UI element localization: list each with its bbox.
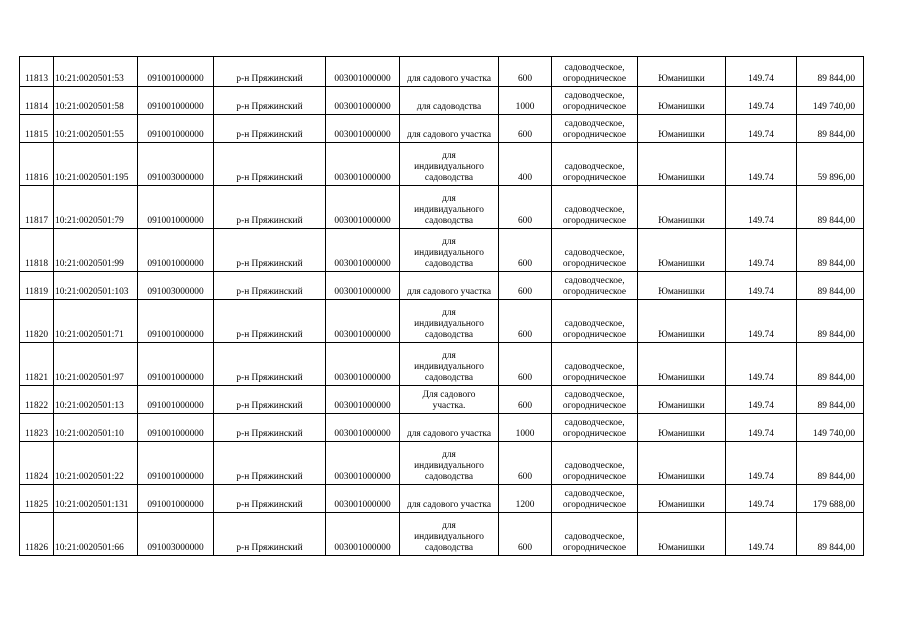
table-row xyxy=(20,300,864,343)
row-id-cell: 11814 xyxy=(20,87,54,115)
use-category-cell xyxy=(552,300,638,343)
locality-cell: Юманишки xyxy=(638,343,726,386)
permitted-use-cell-line: садоводства xyxy=(424,259,474,269)
locality-cell: Юманишки xyxy=(638,57,726,87)
area-cell: 600 xyxy=(499,442,552,485)
district-cell: р-н Пряжинский xyxy=(214,414,326,442)
use-category-cell-line: огородническое xyxy=(562,373,627,383)
locality-cell: Юманишки xyxy=(638,485,726,513)
okato-code-cell: 091003000000 xyxy=(138,272,214,300)
district-cell: р-н Пряжинский xyxy=(214,485,326,513)
row-id-cell: 11813 xyxy=(20,57,54,87)
oktmo-code-cell: 003001000000 xyxy=(326,513,400,556)
permitted-use-cell xyxy=(400,272,499,300)
permitted-use-cell-line: индивидуального xyxy=(414,362,484,372)
row-id-cell: 11816 xyxy=(20,143,54,186)
cadastral-number-cell: 10:21:0020501:10 xyxy=(54,414,138,442)
specific-value-cell: 149.74 xyxy=(726,386,797,414)
okato-code-cell: 091001000000 xyxy=(138,115,214,143)
use-category-cell-line: садоводческое, xyxy=(564,418,625,428)
oktmo-code-cell: 003001000000 xyxy=(326,414,400,442)
table-body xyxy=(20,57,864,556)
okato-code-cell: 091001000000 xyxy=(138,485,214,513)
permitted-use-cell xyxy=(400,386,499,414)
locality-cell: Юманишки xyxy=(638,300,726,343)
row-id-cell: 11817 xyxy=(20,186,54,229)
use-category-cell-line: садоводческое, xyxy=(564,119,625,129)
permitted-use-cell xyxy=(400,115,499,143)
oktmo-code-cell: 003001000000 xyxy=(326,57,400,87)
okato-code-cell: 091001000000 xyxy=(138,414,214,442)
cadastral-number-cell: 10:21:0020501:99 xyxy=(54,229,138,272)
use-category-cell-line: огородническое xyxy=(562,74,627,84)
use-category-cell xyxy=(552,485,638,513)
use-category-cell xyxy=(552,186,638,229)
permitted-use-cell-line: Для садового xyxy=(422,390,476,400)
use-category-cell-line: огородническое xyxy=(562,543,627,553)
use-category-cell-line: садоводческое, xyxy=(564,362,625,372)
oktmo-code-cell: 003001000000 xyxy=(326,229,400,272)
cadastral-value-cell: 89 844,00 xyxy=(797,513,864,556)
okato-code-cell: 091001000000 xyxy=(138,57,214,87)
permitted-use-cell-line: для садового участка xyxy=(406,130,492,140)
cadastral-value-cell: 89 844,00 xyxy=(797,186,864,229)
permitted-use-cell xyxy=(400,186,499,229)
locality-cell: Юманишки xyxy=(638,386,726,414)
district-cell: р-н Пряжинский xyxy=(214,87,326,115)
cadastral-number-cell: 10:21:0020501:97 xyxy=(54,343,138,386)
okato-code-cell: 091001000000 xyxy=(138,386,214,414)
table-row xyxy=(20,485,864,513)
land-parcel-table xyxy=(19,56,864,556)
cadastral-number-cell: 10:21:0020501:71 xyxy=(54,300,138,343)
specific-value-cell: 149.74 xyxy=(726,513,797,556)
oktmo-code-cell: 003001000000 xyxy=(326,186,400,229)
use-category-cell-line: садоводческое, xyxy=(564,205,625,215)
table-row xyxy=(20,87,864,115)
cadastral-value-cell: 59 896,00 xyxy=(797,143,864,186)
oktmo-code-cell: 003001000000 xyxy=(326,485,400,513)
okato-code-cell: 091003000000 xyxy=(138,143,214,186)
permitted-use-cell-line: садоводства xyxy=(424,216,474,226)
cadastral-value-cell: 89 844,00 xyxy=(797,229,864,272)
cadastral-number-cell: 10:21:0020501:131 xyxy=(54,485,138,513)
oktmo-code-cell: 003001000000 xyxy=(326,300,400,343)
cadastral-number-cell: 10:21:0020501:55 xyxy=(54,115,138,143)
okato-code-cell: 091001000000 xyxy=(138,343,214,386)
locality-cell: Юманишки xyxy=(638,143,726,186)
permitted-use-cell-line: для xyxy=(442,237,456,247)
okato-code-cell: 091001000000 xyxy=(138,229,214,272)
okato-code-cell: 091003000000 xyxy=(138,513,214,556)
specific-value-cell: 149.74 xyxy=(726,229,797,272)
area-cell: 1000 xyxy=(499,87,552,115)
locality-cell: Юманишки xyxy=(638,115,726,143)
cadastral-value-cell: 179 688,00 xyxy=(797,485,864,513)
permitted-use-cell-line: для садоводства xyxy=(416,102,482,112)
cadastral-value-cell: 149 740,00 xyxy=(797,87,864,115)
use-category-cell-line: огородническое xyxy=(562,500,627,510)
permitted-use-cell-line: для xyxy=(442,151,456,161)
permitted-use-cell xyxy=(400,300,499,343)
permitted-use-cell xyxy=(400,485,499,513)
permitted-use-cell-line: для xyxy=(442,194,456,204)
permitted-use-cell xyxy=(400,87,499,115)
district-cell: р-н Пряжинский xyxy=(214,143,326,186)
use-category-cell-line: огородническое xyxy=(562,216,627,226)
row-id-cell: 11825 xyxy=(20,485,54,513)
use-category-cell-line: огородническое xyxy=(562,429,627,439)
use-category-cell-line: огородническое xyxy=(562,173,627,183)
use-category-cell-line: садоводческое, xyxy=(564,162,625,172)
specific-value-cell: 149.74 xyxy=(726,87,797,115)
cadastral-value-cell: 89 844,00 xyxy=(797,442,864,485)
okato-code-cell: 091001000000 xyxy=(138,186,214,229)
use-category-cell-line: садоводческое, xyxy=(564,489,625,499)
district-cell: р-н Пряжинский xyxy=(214,57,326,87)
area-cell: 1000 xyxy=(499,414,552,442)
use-category-cell-line: садоводческое, xyxy=(564,248,625,258)
cadastral-number-cell: 10:21:0020501:103 xyxy=(54,272,138,300)
area-cell: 600 xyxy=(499,343,552,386)
row-id-cell: 11822 xyxy=(20,386,54,414)
permitted-use-cell-line: индивидуального xyxy=(414,248,484,258)
district-cell: р-н Пряжинский xyxy=(214,300,326,343)
use-category-cell-line: огородническое xyxy=(562,102,627,112)
use-category-cell-line: садоводческое, xyxy=(564,461,625,471)
table-row xyxy=(20,513,864,556)
use-category-cell-line: огородническое xyxy=(562,330,627,340)
district-cell: р-н Пряжинский xyxy=(214,513,326,556)
district-cell: р-н Пряжинский xyxy=(214,272,326,300)
specific-value-cell: 149.74 xyxy=(726,272,797,300)
use-category-cell xyxy=(552,513,638,556)
specific-value-cell: 149.74 xyxy=(726,57,797,87)
permitted-use-cell-line: индивидуального xyxy=(414,532,484,542)
specific-value-cell: 149.74 xyxy=(726,186,797,229)
cadastral-value-cell: 89 844,00 xyxy=(797,386,864,414)
specific-value-cell: 149.74 xyxy=(726,300,797,343)
table-row xyxy=(20,229,864,272)
row-id-cell: 11815 xyxy=(20,115,54,143)
permitted-use-cell-line: садоводства xyxy=(424,330,474,340)
specific-value-cell: 149.74 xyxy=(726,485,797,513)
district-cell: р-н Пряжинский xyxy=(214,442,326,485)
oktmo-code-cell: 003001000000 xyxy=(326,272,400,300)
row-id-cell: 11819 xyxy=(20,272,54,300)
use-category-cell xyxy=(552,57,638,87)
cadastral-number-cell: 10:21:0020501:13 xyxy=(54,386,138,414)
permitted-use-cell-line: для садового участка xyxy=(406,74,492,84)
use-category-cell-line: огородническое xyxy=(562,401,627,411)
row-id-cell: 11823 xyxy=(20,414,54,442)
permitted-use-cell xyxy=(400,442,499,485)
row-id-cell: 11821 xyxy=(20,343,54,386)
permitted-use-cell-line: садоводства xyxy=(424,472,474,482)
permitted-use-cell-line: индивидуального xyxy=(414,319,484,329)
district-cell: р-н Пряжинский xyxy=(214,115,326,143)
cadastral-number-cell: 10:21:0020501:22 xyxy=(54,442,138,485)
use-category-cell-line: садоводческое, xyxy=(564,390,625,400)
permitted-use-cell-line: для xyxy=(442,351,456,361)
use-category-cell xyxy=(552,414,638,442)
use-category-cell xyxy=(552,143,638,186)
use-category-cell-line: огородническое xyxy=(562,130,627,140)
permitted-use-cell xyxy=(400,57,499,87)
oktmo-code-cell: 003001000000 xyxy=(326,87,400,115)
area-cell: 600 xyxy=(499,115,552,143)
specific-value-cell: 149.74 xyxy=(726,115,797,143)
cadastral-number-cell: 10:21:0020501:195 xyxy=(54,143,138,186)
use-category-cell xyxy=(552,386,638,414)
specific-value-cell: 149.74 xyxy=(726,442,797,485)
cadastral-number-cell: 10:21:0020501:66 xyxy=(54,513,138,556)
permitted-use-cell-line: для xyxy=(442,450,456,460)
oktmo-code-cell: 003001000000 xyxy=(326,386,400,414)
cadastral-value-cell: 89 844,00 xyxy=(797,343,864,386)
locality-cell: Юманишки xyxy=(638,414,726,442)
area-cell: 600 xyxy=(499,386,552,414)
locality-cell: Юманишки xyxy=(638,87,726,115)
use-category-cell-line: садоводческое, xyxy=(564,276,625,286)
area-cell: 600 xyxy=(499,513,552,556)
cadastral-value-cell: 89 844,00 xyxy=(797,272,864,300)
locality-cell: Юманишки xyxy=(638,272,726,300)
locality-cell: Юманишки xyxy=(638,229,726,272)
cadastral-value-cell: 89 844,00 xyxy=(797,115,864,143)
use-category-cell xyxy=(552,343,638,386)
permitted-use-cell-line: индивидуального xyxy=(414,205,484,215)
table-row xyxy=(20,115,864,143)
cadastral-value-cell: 89 844,00 xyxy=(797,300,864,343)
cadastral-value-cell: 149 740,00 xyxy=(797,414,864,442)
permitted-use-cell-line: садоводства xyxy=(424,173,474,183)
permitted-use-cell xyxy=(400,229,499,272)
permitted-use-cell-line: садоводства xyxy=(424,543,474,553)
locality-cell: Юманишки xyxy=(638,442,726,485)
use-category-cell-line: садоводческое, xyxy=(564,319,625,329)
permitted-use-cell-line: для xyxy=(442,521,456,531)
row-id-cell: 11818 xyxy=(20,229,54,272)
use-category-cell xyxy=(552,229,638,272)
permitted-use-cell xyxy=(400,414,499,442)
okato-code-cell: 091001000000 xyxy=(138,300,214,343)
cadastral-value-cell: 89 844,00 xyxy=(797,57,864,87)
area-cell: 600 xyxy=(499,272,552,300)
district-cell: р-н Пряжинский xyxy=(214,186,326,229)
use-category-cell-line: огородническое xyxy=(562,259,627,269)
permitted-use-cell-line: индивидуального xyxy=(414,162,484,172)
area-cell: 600 xyxy=(499,186,552,229)
area-cell: 1200 xyxy=(499,485,552,513)
table-row xyxy=(20,57,864,87)
permitted-use-cell-line: для xyxy=(442,308,456,318)
oktmo-code-cell: 003001000000 xyxy=(326,343,400,386)
permitted-use-cell xyxy=(400,343,499,386)
use-category-cell-line: садоводческое, xyxy=(564,91,625,101)
use-category-cell-line: садоводческое, xyxy=(564,63,625,73)
use-category-cell xyxy=(552,272,638,300)
permitted-use-cell-line: для садового участка xyxy=(406,500,492,510)
area-cell: 600 xyxy=(499,229,552,272)
row-id-cell: 11826 xyxy=(20,513,54,556)
okato-code-cell: 091001000000 xyxy=(138,442,214,485)
row-id-cell: 11824 xyxy=(20,442,54,485)
specific-value-cell: 149.74 xyxy=(726,143,797,186)
table-row xyxy=(20,186,864,229)
use-category-cell-line: садоводческое, xyxy=(564,532,625,542)
area-cell: 400 xyxy=(499,143,552,186)
cadastral-number-cell: 10:21:0020501:58 xyxy=(54,87,138,115)
table-row xyxy=(20,143,864,186)
permitted-use-cell-line: индивидуального xyxy=(414,461,484,471)
permitted-use-cell-line: для садового участка xyxy=(406,429,492,439)
permitted-use-cell xyxy=(400,143,499,186)
locality-cell: Юманишки xyxy=(638,186,726,229)
oktmo-code-cell: 003001000000 xyxy=(326,115,400,143)
district-cell: р-н Пряжинский xyxy=(214,386,326,414)
use-category-cell-line: огородническое xyxy=(562,287,627,297)
oktmo-code-cell: 003001000000 xyxy=(326,143,400,186)
permitted-use-cell-line: участка. xyxy=(432,401,466,411)
table-row xyxy=(20,386,864,414)
cadastral-number-cell: 10:21:0020501:53 xyxy=(54,57,138,87)
oktmo-code-cell: 003001000000 xyxy=(326,442,400,485)
table-row xyxy=(20,343,864,386)
use-category-cell xyxy=(552,87,638,115)
permitted-use-cell-line: для садового участка xyxy=(406,287,492,297)
area-cell: 600 xyxy=(499,300,552,343)
permitted-use-cell xyxy=(400,513,499,556)
area-cell: 600 xyxy=(499,57,552,87)
permitted-use-cell-line: садоводства xyxy=(424,373,474,383)
cadastral-number-cell: 10:21:0020501:79 xyxy=(54,186,138,229)
table-row xyxy=(20,272,864,300)
specific-value-cell: 149.74 xyxy=(726,414,797,442)
use-category-cell-line: огородническое xyxy=(562,472,627,482)
locality-cell: Юманишки xyxy=(638,513,726,556)
use-category-cell xyxy=(552,115,638,143)
row-id-cell: 11820 xyxy=(20,300,54,343)
okato-code-cell: 091001000000 xyxy=(138,87,214,115)
district-cell: р-н Пряжинский xyxy=(214,343,326,386)
table-row xyxy=(20,442,864,485)
district-cell: р-н Пряжинский xyxy=(214,229,326,272)
use-category-cell xyxy=(552,442,638,485)
specific-value-cell: 149.74 xyxy=(726,343,797,386)
table-row xyxy=(20,414,864,442)
